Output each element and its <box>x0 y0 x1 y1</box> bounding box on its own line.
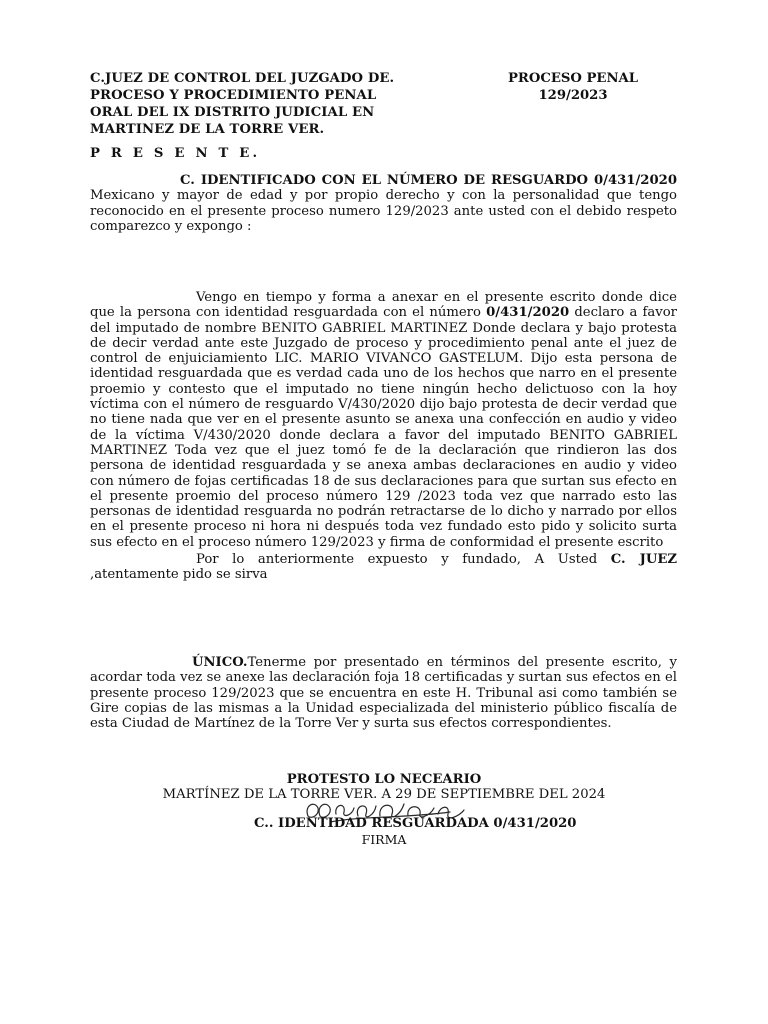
identity-line: C.. IDENTIDAD RESGUARDADA 0/431/2020 <box>254 816 577 831</box>
addressee-line-3: ORAL DEL IX DISTRITO JUDICIAL EN <box>90 105 375 120</box>
intro-identity: C. IDENTIFICADO CON EL NÚMERO DE RESGUARDO 0/431/2020 <box>180 173 677 188</box>
request-paragraph <box>90 552 677 583</box>
date-line: MARTÍNEZ DE LA TORRE VER. A 29 DE SEPTIEMBRE DEL 2024 <box>162 787 606 802</box>
protesto-line: PROTESTO LO NECEARIO <box>286 772 482 787</box>
request-text-2: ,atentamente pido se sirva <box>90 567 268 583</box>
presente-heading: P R E S E N T E. <box>90 146 261 161</box>
request-text-1: Por lo anteriormente expuesto y fundado, A Usted <box>196 552 611 567</box>
addressee-line-1: C.JUEZ DE CONTROL DEL JUZGADO DE. <box>90 71 395 86</box>
body-text-1: Vengo en tiempo y forma a anexar en el presente escrito donde dice que la persona con identidad resguardada con el número <box>90 290 677 321</box>
unico-text: Tenerme por presentado en términos del presente escrito, y acordar toda vez se anexe las declaración foja 18 certificadas y surtan sus efectos en el presente proceso 129/2023 que se encuentra en este H. Tribunal asi como también se Gire copias de las mismas a la Unidad especializada del ministerio público fiscalía de esta Ciudad de Martínez de la Torre Ver y surta sus efectos correspondientes. <box>90 655 677 732</box>
case-label: PROCESO PENAL <box>507 71 639 86</box>
case-reference <box>488 70 658 104</box>
intro-paragraph <box>90 173 677 234</box>
unico-paragraph <box>90 655 677 731</box>
body-paragraph <box>90 290 677 550</box>
request-juez: C. JUEZ <box>610 552 677 567</box>
firma-label: FIRMA <box>361 832 407 847</box>
addressee-line-4: MARTINEZ DE LA TORRE VER. <box>90 122 325 137</box>
addressee-block <box>90 70 420 138</box>
addressee-line-2: PROCESO Y PROCEDIMIENTO PENAL <box>90 88 377 103</box>
signature-stroke-5 <box>380 804 404 817</box>
case-number: 129/2023 <box>538 88 608 103</box>
body-text-2: declaro a favor del imputado de nombre BENITO GABRIEL MARTINEZ Donde declara y bajo protesta de decir verdad ante este Juzgado de proceso y procedimiento penal ante el juez de control de enjuiciamiento LIC. MARIO VIVANCO GASTELUM. Dijo esta persona de identidad resguardada que es verdad cada uno de los hechos que narro en el presente proemio y contesto que el imputado no tiene ningún hecho delictuoso con la hoy víctima con el número de resguardo V/430/2020 dijo bajo protesta de decir verdad que no tiene nada que ver en el presente asunto se anexa una confección en audio y video de la víctima V/430/2020 donde declara a favor del imputado BENITO GABRIEL MARTINEZ Toda vez que el juez tomó fe de la declaración que rindieron las dos persona de identidad resguardada y se anexa ambas declaraciones en audio y video con número de fojas certificadas 18 de sus declaraciones para que surtan sus efecto en el presente proemio del proceso número 129 /2023 toda vez que narrado esto las personas de identidad resguarda no podrán retractarse de lo dicho y narrado por ellos en el presente proceso ni hora ni después toda vez fundado esto pido y solicito surta sus efecto en el proceso número 129/2023 y firma de conformidad el presente escrito <box>90 305 677 550</box>
body-resguardo-number: 0/431/2020 <box>486 305 570 321</box>
intro-text: Mexicano y mayor de edad y por propio derecho y con la personalidad que tengo reconocido en el presente proceso numero 129/2023 ante usted con el debido respeto comparezco y expongo : <box>90 188 677 234</box>
signature-stroke-3 <box>336 805 354 815</box>
unico-label: ÚNICO. <box>192 655 248 670</box>
